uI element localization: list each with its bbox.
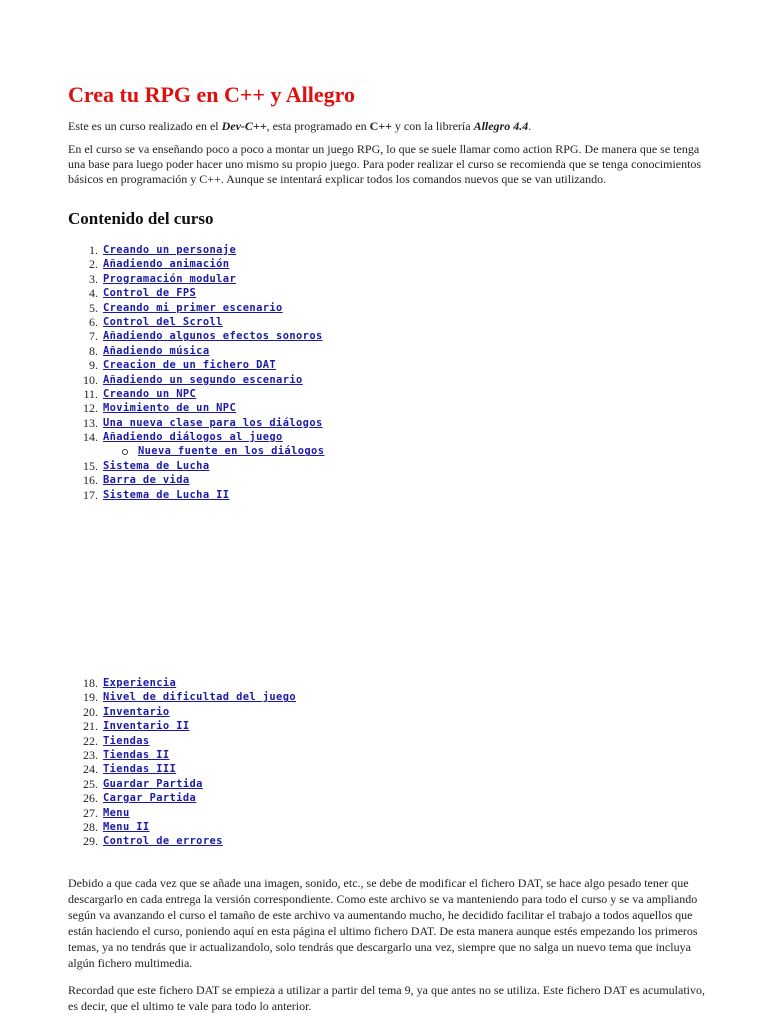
toc-item-number: 8. bbox=[89, 343, 98, 358]
toc-item-number: 2. bbox=[89, 257, 98, 272]
toc-link[interactable]: Añadiendo diálogos al juego bbox=[103, 431, 283, 444]
toc-item-number: 11. bbox=[83, 386, 98, 401]
intro-text-mid: , esta programado en bbox=[266, 119, 370, 133]
toc-link[interactable]: Tiendas bbox=[103, 734, 150, 747]
toc-item-number: 14. bbox=[83, 430, 98, 445]
toc-link[interactable]: Inventario II bbox=[103, 720, 190, 733]
toc-item bbox=[0, 257, 768, 271]
intro-text-mid2: y con la librería bbox=[391, 119, 474, 133]
toc-item bbox=[0, 286, 768, 300]
toc-item bbox=[0, 401, 768, 415]
toc-item bbox=[0, 777, 768, 791]
page-title: Crea tu RPG en C++ y Allegro bbox=[68, 82, 356, 107]
toc-item-number: 1. bbox=[89, 243, 98, 257]
toc-link[interactable]: Barra de vida bbox=[103, 474, 190, 487]
toc-item-number: 5. bbox=[89, 300, 98, 315]
toc-item-number: 29. bbox=[83, 834, 98, 849]
toc-item bbox=[0, 329, 768, 343]
toc-item-number: 10. bbox=[83, 372, 98, 387]
toc-link[interactable]: Sistema de Lucha II bbox=[103, 488, 230, 501]
toc-item-number: 25. bbox=[83, 776, 98, 791]
toc-item-number: 3. bbox=[89, 271, 98, 286]
toc-item bbox=[0, 762, 768, 776]
toc-link[interactable]: Una nueva clase para los diálogos bbox=[103, 416, 323, 429]
toc-link[interactable]: Programación modular bbox=[103, 272, 237, 285]
toc-item-number: 13. bbox=[83, 415, 98, 430]
toc-item-number: 4. bbox=[89, 286, 98, 301]
toc-link[interactable]: Sistema de Lucha bbox=[103, 459, 210, 472]
toc-item-number: 21. bbox=[83, 719, 98, 734]
toc-item-number: 9. bbox=[89, 358, 98, 373]
toc-item bbox=[0, 243, 768, 257]
toc-item bbox=[0, 344, 768, 358]
toc-item bbox=[0, 791, 768, 805]
toc-link[interactable]: Experiencia bbox=[103, 677, 177, 689]
toc-link[interactable]: Inventario bbox=[103, 705, 170, 718]
toc-item bbox=[0, 806, 768, 820]
toc-link[interactable]: Nueva fuente en los diálogos bbox=[138, 445, 325, 458]
devcpp-text: Dev-C++ bbox=[221, 119, 267, 133]
toc-item bbox=[0, 676, 768, 690]
toc-subitem bbox=[0, 444, 768, 458]
toc-link[interactable]: Creacion de un fichero DAT bbox=[103, 359, 277, 372]
toc-item bbox=[0, 459, 768, 473]
toc-item-number: 16. bbox=[83, 473, 98, 488]
toc-item bbox=[0, 430, 768, 444]
toc-link[interactable]: Menu bbox=[103, 806, 130, 819]
toc-link[interactable]: Cargar Partida bbox=[103, 792, 197, 805]
intro-paragraph bbox=[68, 119, 718, 134]
toc-item bbox=[0, 488, 768, 502]
dat-file-paragraph: Debido a que cada vez que se añade una imagen, sonido, etc., se debe de modificar el fichero DAT, se hace algo pesado tener que descargarlo en cada entrega la versión correspondiente. Como este archivo se va manteniendo para todo el curso y se va ampliando según va avanzando el curso el tamaño de este archivo va aumentando mucho, he decidido facilitar el trabajo a todos aquellos que están haciendo el curso, poniendo aquí en esta página el ultimo fichero DAT. De esta manera aunque estés empezando los primeros temas, ya no tendrás que ir actualizandolo, solo tendrás que descargarlo una vez, siempre que no salga un nuevo tema que incluya algún fichero multimedia. bbox=[68, 876, 698, 970]
toc-item bbox=[0, 834, 768, 848]
toc-item bbox=[0, 705, 768, 719]
circle-bullet-icon bbox=[122, 449, 128, 455]
toc-item-number: 6. bbox=[89, 314, 98, 329]
toc-item bbox=[0, 315, 768, 329]
toc-item-number: 17. bbox=[83, 487, 98, 502]
toc-item bbox=[0, 820, 768, 834]
toc-link[interactable]: Creando un personaje bbox=[103, 244, 237, 256]
toc-link[interactable]: Control de FPS bbox=[103, 287, 197, 300]
toc-item-number: 19. bbox=[83, 690, 98, 705]
toc-link[interactable]: Menu II bbox=[103, 820, 150, 833]
dat-file-note-paragraph: Recordad que este fichero DAT se empieza a utilizar a partir del tema 9, ya que antes no se utiliza. Este fichero DAT es acumulativo, es decir, que el ultimo te vale para todo lo anterior. bbox=[68, 983, 705, 1013]
toc-link[interactable]: Creando un NPC bbox=[103, 387, 197, 400]
toc-item bbox=[0, 272, 768, 286]
toc-list-part1 bbox=[0, 243, 768, 502]
toc-link[interactable]: Añadiendo animación bbox=[103, 258, 230, 271]
intro-text-end: . bbox=[528, 119, 532, 133]
toc-item-number: 26. bbox=[83, 791, 98, 806]
toc-item bbox=[0, 358, 768, 372]
toc-item-number: 18. bbox=[83, 676, 98, 690]
toc-link[interactable]: Añadiendo algunos efectos sonoros bbox=[103, 330, 323, 343]
toc-item-number: 24. bbox=[83, 762, 98, 777]
toc-item-number: 27. bbox=[83, 805, 98, 820]
allegro-text: Allegro 4.4 bbox=[473, 119, 529, 133]
toc-link[interactable]: Tiendas II bbox=[103, 748, 170, 761]
toc-link[interactable]: Movimiento de un NPC bbox=[103, 402, 237, 415]
toc-item-number: 23. bbox=[83, 747, 98, 762]
toc-link[interactable]: Control del Scroll bbox=[103, 315, 223, 328]
toc-list-part2 bbox=[0, 676, 768, 849]
toc-item bbox=[0, 301, 768, 315]
toc-item-number: 20. bbox=[83, 704, 98, 719]
toc-link[interactable]: Tiendas III bbox=[103, 763, 177, 776]
toc-item bbox=[0, 373, 768, 387]
toc-link[interactable]: Añadiendo un segundo escenario bbox=[103, 373, 303, 386]
toc-item-number: 12. bbox=[83, 401, 98, 416]
section-title: Contenido del curso bbox=[68, 209, 214, 228]
toc-item-number: 22. bbox=[83, 733, 98, 748]
toc-item-number: 15. bbox=[83, 458, 98, 473]
toc-item bbox=[0, 387, 768, 401]
toc-item bbox=[0, 748, 768, 762]
toc-link[interactable]: Añadiendo música bbox=[103, 344, 210, 357]
toc-item bbox=[0, 473, 768, 487]
toc-link[interactable]: Nivel de dificultad del juego bbox=[103, 691, 297, 704]
toc-link[interactable]: Guardar Partida bbox=[103, 777, 203, 790]
intro-text-pre: Este es un curso realizado en el bbox=[68, 119, 222, 133]
toc-item bbox=[0, 690, 768, 704]
cpp-text: C++ bbox=[369, 119, 392, 133]
toc-item-number: 28. bbox=[83, 819, 98, 834]
toc-item bbox=[0, 734, 768, 748]
toc-item bbox=[0, 719, 768, 733]
toc-item-number: 7. bbox=[89, 329, 98, 344]
toc-link[interactable]: Control de errores bbox=[103, 835, 223, 848]
course-description: En el curso se va enseñando poco a poco a montar un juego RPG, lo que se suele llamar como action RPG. De manera que se tenga una base para luego poder hacer uno mismo su propio juego. Para poder realizar el curso se recomienda que se tenga conocimientos básicos en programación y C++. Aunque se intentará explicar todos los comandos nuevos que se van utilizando. bbox=[68, 142, 702, 186]
toc-item bbox=[0, 416, 768, 430]
toc-link[interactable]: Creando mi primer escenario bbox=[103, 301, 283, 314]
